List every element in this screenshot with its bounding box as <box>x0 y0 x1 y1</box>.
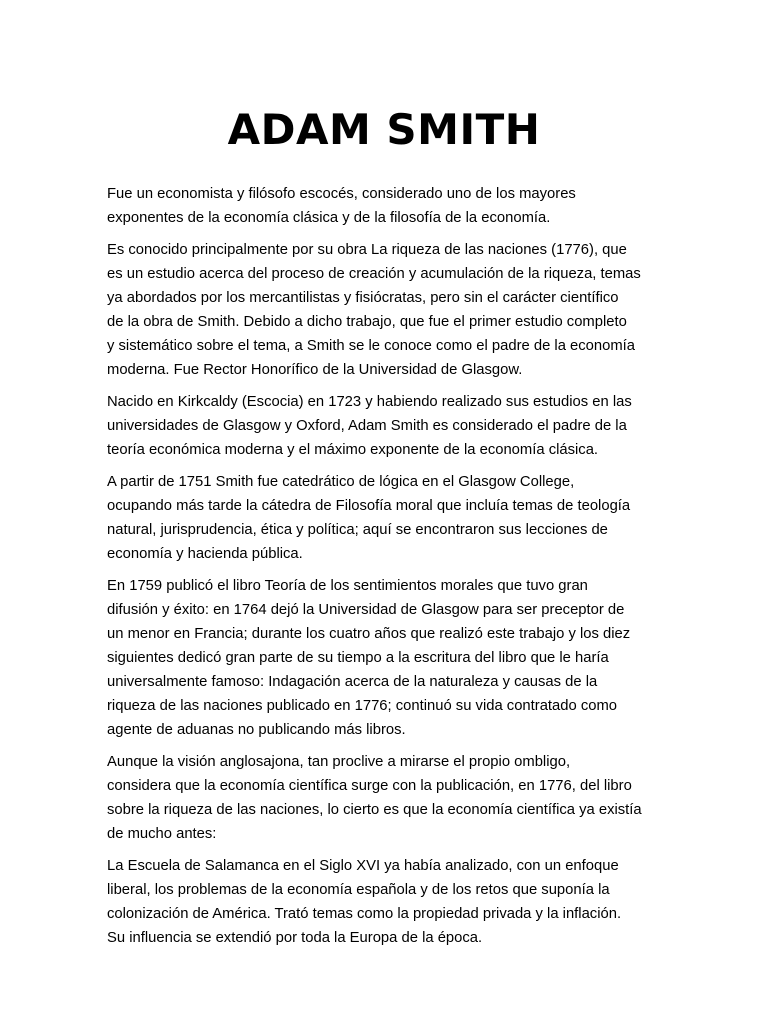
text-line: de mucho antes: <box>107 826 217 842</box>
text-line: Aunque la visión anglosajona, tan proclive a mirarse el propio ombligo, <box>107 754 571 770</box>
text-line: moderna. Fue Rector Honorífico de la Universidad de Glasgow. <box>107 362 523 378</box>
text-line: exponentes de la economía clásica y de la filosofía de la economía. <box>107 210 551 226</box>
document-body <box>107 182 675 958</box>
paragraph-nacimiento <box>107 390 675 462</box>
text-line: La Escuela de Salamanca en el Siglo XVI ya había analizado, con un enfoque <box>107 858 619 874</box>
text-line: de la obra de Smith. Debido a dicho trabajo, que fue el primer estudio completo <box>107 314 627 330</box>
text-line: En 1759 publicó el libro Teoría de los sentimientos morales que tuvo gran <box>107 578 588 594</box>
text-line: universidades de Glasgow y Oxford, Adam Smith es considerado el padre de la <box>107 418 627 434</box>
text-line: y sistemático sobre el tema, a Smith se le conoce como el padre de la economía <box>107 338 636 354</box>
text-line: considera que la economía científica surge con la publicación, en 1776, del libro <box>107 778 632 794</box>
text-line: siguientes dedicó gran parte de su tiempo a la escritura del libro que le haría <box>107 650 609 666</box>
paragraph-salamanca <box>107 854 675 950</box>
text-line: colonización de América. Trató temas como la propiedad privada y la inflación. <box>107 906 622 922</box>
text-line: sobre la riqueza de las naciones, lo cierto es que la economía científica ya existía <box>107 802 642 818</box>
paragraph-obra <box>107 238 675 382</box>
text-line: A partir de 1751 Smith fue catedrático de lógica en el Glasgow College, <box>107 474 575 490</box>
text-line: Fue un economista y filósofo escocés, considerado uno de los mayores <box>107 186 576 202</box>
text-line: universalmente famoso: Indagación acerca de la naturaleza y causas de la <box>107 674 598 690</box>
text-line: Nacido en Kirkcaldy (Escocia) en 1723 y habiendo realizado sus estudios en las <box>107 394 632 410</box>
paragraph-intro <box>107 182 675 230</box>
text-line: difusión y éxito: en 1764 dejó la Universidad de Glasgow para ser preceptor de <box>107 602 625 618</box>
text-line: Su influencia se extendió por toda la Europa de la época. <box>107 930 483 946</box>
paragraph-publicaciones <box>107 574 675 742</box>
text-line: ocupando más tarde la cátedra de Filosofía moral que incluía temas de teología <box>107 498 631 514</box>
paragraph-vision <box>107 750 675 846</box>
text-line: riqueza de las naciones publicado en 1776; continuó su vida contratado como <box>107 698 618 714</box>
paragraph-catedra <box>107 470 675 566</box>
document-title: ADAM SMITH <box>227 105 541 154</box>
text-line: teoría económica moderna y el máximo exponente de la economía clásica. <box>107 442 599 458</box>
text-line: un menor en Francia; durante los cuatro años que realizó este trabajo y los diez <box>107 626 631 642</box>
text-line: natural, jurisprudencia, ética y política; aquí se encontraron sus lecciones de <box>107 522 608 538</box>
text-line: agente de aduanas no publicando más libros. <box>107 722 406 738</box>
text-line: liberal, los problemas de la economía española y de los retos que suponía la <box>107 882 610 898</box>
text-line: es un estudio acerca del proceso de creación y acumulación de la riqueza, temas <box>107 266 641 282</box>
text-line: ya abordados por los mercantilistas y fisiócratas, pero sin el carácter científico <box>107 290 619 306</box>
text-line: economía y hacienda pública. <box>107 546 303 562</box>
text-line: Es conocido principalmente por su obra La riqueza de las naciones (1776), que <box>107 242 627 258</box>
